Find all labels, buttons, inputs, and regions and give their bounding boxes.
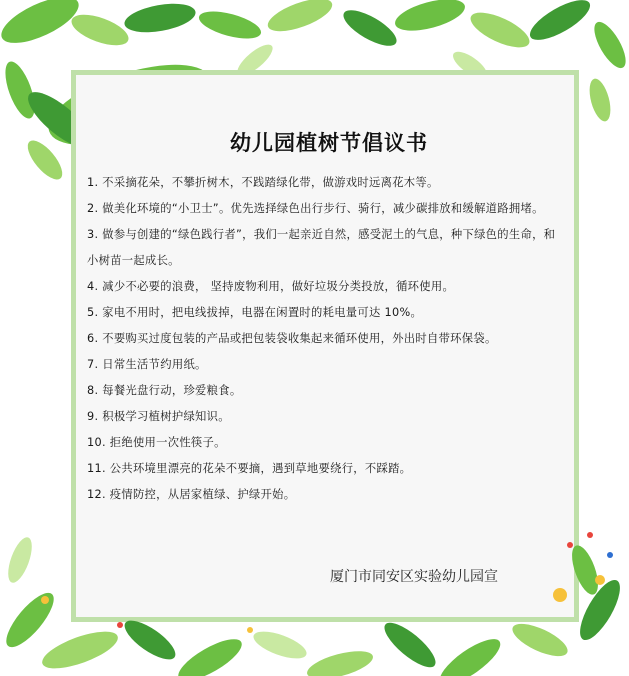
list-item: 11. 公共环境里漂亮的花朵不要摘，遇到草地要绕行，不踩踏。 [87, 462, 412, 475]
list-item: 6. 不要购买过度包装的产品或把包装袋收集起来循环使用，外出时自带环保袋。 [87, 332, 497, 345]
list-item: 2. 做美化环境的“小卫士”。优先选择绿色出行步行、骑行，减少碳排放和缓解道路拥堵。 [87, 202, 544, 215]
signature: 厦门市同安区实验幼儿园宣 [330, 569, 498, 585]
proposal-list [87, 170, 557, 508]
list-item: 7. 日常生活节约用纸。 [87, 358, 207, 371]
page-title: 幼儿园植树节倡议书 [230, 131, 428, 155]
list-item: 5. 家电不用时，把电线拔掉，电器在闲置时的耗电量可达 10%。 [87, 306, 423, 319]
list-item: 8. 每餐光盘行动，珍爱粮食。 [87, 384, 242, 397]
list-item: 10. 拒绝使用一次性筷子。 [87, 436, 226, 449]
list-item: 9. 积极学习植树护绿知识。 [87, 410, 230, 423]
list-item: 3. 做参与创建的“绿色践行者”，我们一起亲近自然，感受泥土的气息，种下绿色的生命，和小树苗一起成长。 [87, 228, 556, 267]
list-item: 12. 疫情防控，从居家植绿、护绿开始。 [87, 488, 296, 501]
list-item: 1. 不采摘花朵，不攀折树木，不践踏绿化带，做游戏时远离花木等。 [87, 176, 439, 189]
list-item: 4. 减少不必要的浪费， 坚持废物利用，做好垃圾分类投放，循环使用。 [87, 280, 455, 293]
